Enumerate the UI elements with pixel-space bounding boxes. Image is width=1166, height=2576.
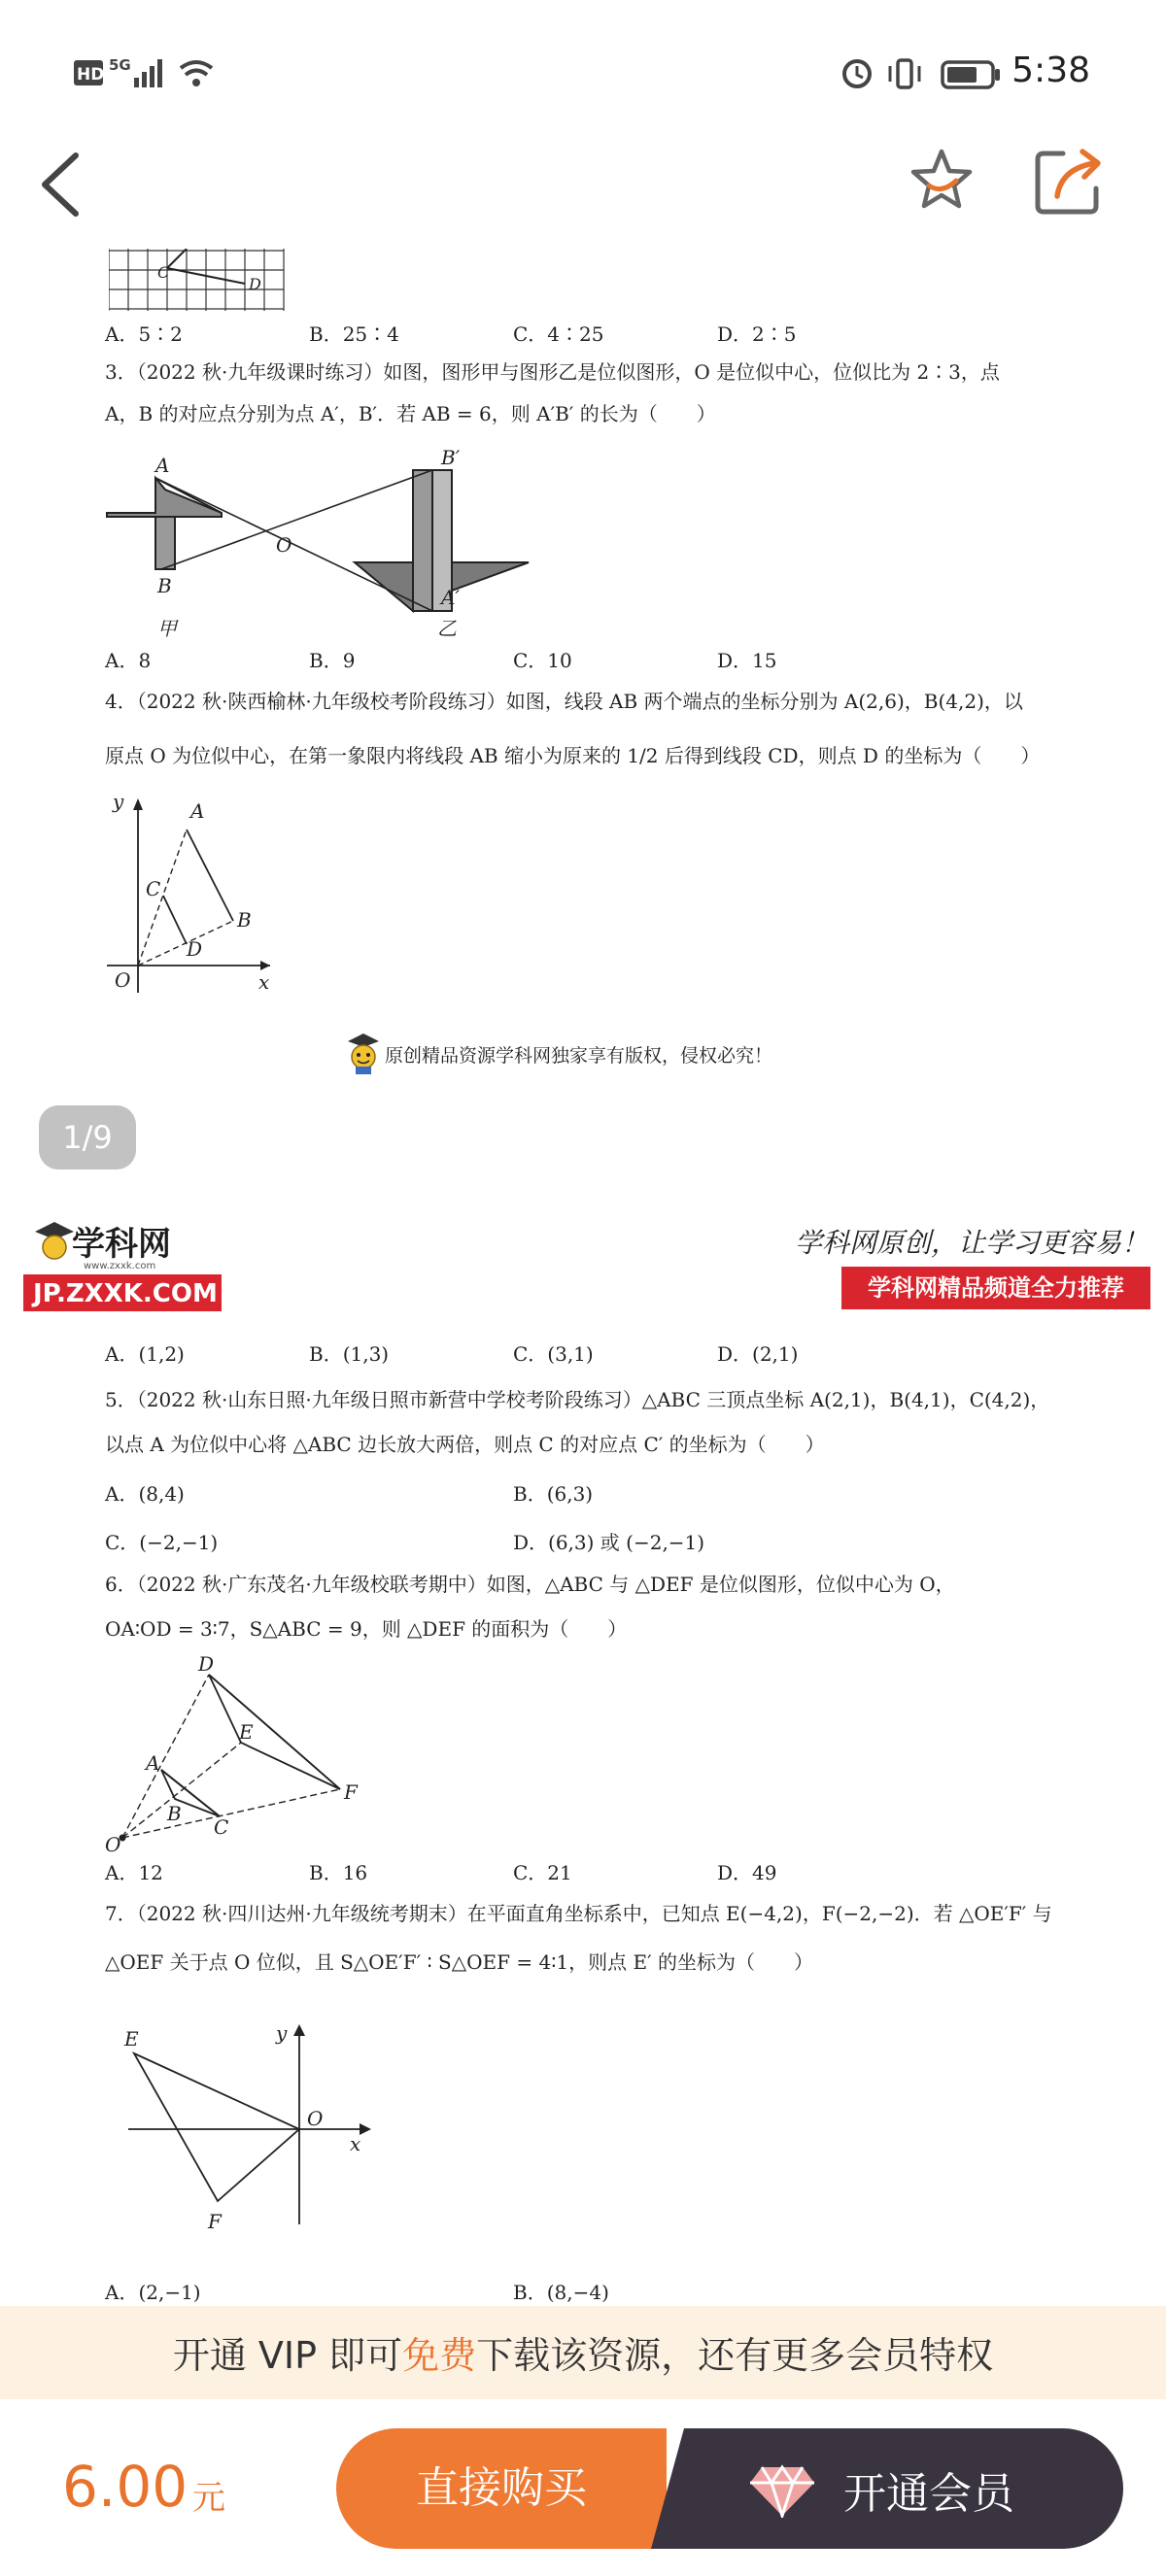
back-arrow-icon[interactable]: [33, 150, 87, 218]
q3-text-line1: 3．（2022 秋·九年级课时练习）如图，图形甲与图形乙是位似图形，O 是位似中心，位似比为 2∶3，点: [105, 360, 1000, 384]
label-a: A: [155, 454, 170, 477]
q2-option-b: B．25∶4: [309, 322, 399, 346]
q6-option-a: A．12: [105, 1861, 163, 1884]
price-unit: 元: [192, 2479, 225, 2518]
q4-option-c: C．(3,1): [513, 1342, 594, 1366]
q6-option-d: D．49: [717, 1861, 777, 1884]
q6-option-c: C．21: [513, 1861, 572, 1884]
q7-option-a: A．(2,−1): [105, 2281, 201, 2304]
q4-label-o: O: [115, 968, 131, 992]
q4-figure: [97, 789, 292, 999]
slogan: 学科网原创，让学习更容易！: [795, 1227, 1149, 1259]
q3-option-a: A．8: [105, 649, 152, 672]
q7-option-b: B．(8,−4): [513, 2281, 609, 2304]
q5-text-line2: 以点 A 为位似中心将 △ABC 边长放大两倍，则点 C 的对应点 C′ 的坐标为（ ）: [105, 1433, 825, 1456]
logo-badge: JP.ZXXK.COM: [33, 1279, 218, 1308]
q7-text-line1: 7．（2022 秋·四川达州·九年级统考期末）在平面直角坐标系中，已知点 E(−4,2)，F(−2,−2)．若 △OE′F′ 与: [105, 1902, 1052, 1925]
q4-label-b: B: [237, 908, 252, 932]
svg-text:D: D: [249, 275, 261, 293]
q4-label-x: x: [258, 970, 270, 994]
vibrate-icon: [898, 60, 911, 87]
q6-label-d: D: [198, 1653, 215, 1676]
clock: 5:38: [1012, 51, 1090, 90]
system-icons: [836, 54, 1011, 93]
signal-icons: [74, 54, 229, 93]
q6-figure: [97, 1653, 379, 1853]
q5-option-b: B．(6,3): [513, 1482, 594, 1506]
q2-option-a: A．5∶2: [105, 322, 183, 346]
q4-text-line1: 4．（2022 秋·陕西榆林·九年级校考阶段练习）如图，线段 AB 两个端点的坐标分别为 A(2,6)，B(4,2)，以: [105, 690, 1023, 713]
svg-text:C: C: [157, 263, 170, 282]
copyright-notice: 原创精品资源学科网独家享有版权，侵权必究！: [385, 1045, 773, 1067]
top-nav: [0, 136, 1166, 243]
label-b: B: [157, 574, 172, 597]
q6-label-c: C: [214, 1815, 229, 1839]
page-indicator: 1/9: [39, 1105, 136, 1169]
label-b-prime: B′: [441, 446, 461, 469]
q6-label-e: E: [239, 1720, 254, 1744]
5g-icon: 5G: [109, 56, 131, 74]
label-o: O: [276, 533, 292, 557]
label-jia: 甲: [157, 617, 177, 640]
q4-option-d: D．(2,1): [717, 1342, 799, 1366]
logo-text: 学科网: [72, 1225, 171, 1264]
vip-text-highlight: 免费: [402, 2334, 477, 2377]
q6-text-line1: 6．（2022 秋·广东茂名·九年级校联考期中）如图，△ABC 与 △DEF 是位似图形，位似中心为 O，: [105, 1573, 955, 1596]
q6-option-b: B．16: [309, 1861, 368, 1884]
q7-text-line2: △OEF 关于点 O 位似，且 S△OE′F′ ∶ S△OEF = 4∶1，则点 E′ 的坐标为（ ）: [105, 1950, 813, 1974]
q4-option-b: B．(1,3): [309, 1342, 390, 1366]
q7-label-f: F: [208, 2210, 222, 2233]
slogan-badge: 学科网精品频道全力推荐: [841, 1267, 1150, 1309]
share-icon[interactable]: [1034, 144, 1108, 218]
hd-icon: HD: [77, 65, 105, 85]
q7-label-x: x: [350, 2132, 361, 2155]
q4-label-a: A: [190, 799, 205, 823]
q5-text-line1: 5．（2022 秋·山东日照·九年级日照市新营中学校考阶段练习）△ABC 三顶点坐标 A(2,1)，B(4,1)，C(4,2)，: [105, 1388, 1050, 1411]
q2-option-d: D．2∶5: [717, 322, 797, 346]
q3-option-b: B．9: [309, 649, 356, 672]
q2-option-c: C．4∶25: [513, 322, 604, 346]
q5-option-c: C．(−2,−1): [105, 1531, 219, 1554]
vip-banner-text[interactable]: [0, 2325, 1166, 2379]
q7-label-y: y: [276, 2021, 288, 2045]
price-value: 6.00: [62, 2454, 189, 2520]
mascot-icon: [342, 1030, 385, 1076]
q3-option-d: D．15: [717, 649, 777, 672]
star-icon[interactable]: [908, 146, 976, 214]
q3-option-c: C．10: [513, 649, 572, 672]
q7-figure: [107, 2017, 379, 2240]
q2-grid-figure: [109, 249, 293, 313]
q6-label-a: A: [146, 1751, 160, 1775]
open-vip-label[interactable]: 开通会员: [843, 2469, 1014, 2519]
q7-label-o: O: [307, 2107, 324, 2130]
q6-label-f: F: [344, 1780, 358, 1804]
vip-text-pre: 开通 VIP 即可: [172, 2334, 403, 2377]
q6-text-line2: OA∶OD = 3∶7，S△ABC = 9，则 △DEF 的面积为（ ）: [105, 1617, 628, 1641]
q5-option-a: A．(8,4): [105, 1482, 185, 1506]
label-a-prime: A′: [441, 586, 460, 609]
vip-text-post: 下载该资源，还有更多会员特权: [476, 2334, 994, 2377]
q4-label-y: y: [113, 790, 124, 813]
diamond-icon: [748, 2463, 816, 2518]
label-yi: 乙: [437, 617, 457, 640]
q4-label-c: C: [146, 877, 161, 900]
q5-option-d: D．(6,3) 或 (−2,−1): [513, 1531, 705, 1554]
q4-text-line2: 原点 O 为位似中心，在第一象限内将线段 AB 缩小为原来的 1/2 后得到线段 CD，则点 D 的坐标为（ ）: [105, 744, 1041, 767]
q3-figure: [97, 443, 544, 647]
q4-label-d: D: [187, 937, 203, 961]
zxxk-logo: [23, 1214, 227, 1313]
q4-option-a: A．(1,2): [105, 1342, 185, 1366]
q7-label-e: E: [124, 2027, 139, 2051]
q3-text-line2: A，B 的对应点分别为点 A′，B′．若 AB = 6，则 A′B′ 的长为（ ）: [105, 402, 716, 425]
buy-now-button[interactable]: 直接购买: [336, 2428, 667, 2549]
q6-label-b: B: [167, 1802, 182, 1825]
logo-subtext: www.zxxk.com: [84, 1261, 156, 1271]
status-bar: [0, 0, 1166, 136]
q6-label-o: O: [105, 1833, 121, 1853]
